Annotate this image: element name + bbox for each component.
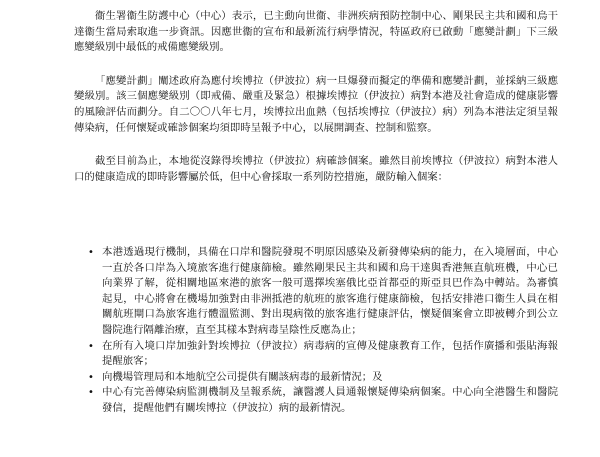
list-item <box>88 245 558 339</box>
list-item-text: 在所有入境口岸加強針對埃博拉（伊波拉）病毒病的宣傳及健康教育工作，包括作廣播和張貼海報提醒旅客； <box>102 339 558 368</box>
bullet-icon: • <box>88 340 94 352</box>
paragraph-1: 衞生署衞生防護中心（中心）表示，已主動向世衞、非洲疾病預防控制中心、剛果民主共和國和烏干達衞生當局索取進一步資訊。因應世衞的宣布和最新流行病學情況，特區政府已啟動「應變計劃」下三級應變級別中最低的戒備應變級別。 <box>74 10 558 54</box>
paragraph-3: 截至目前為止，本地從沒錄得埃博拉（伊波拉）病確診個案。雖然目前埃博拉（伊波拉）病對本港人口的健康造成的即時影響屬於低，但中心會採取一系列防控措施，嚴防輸入個案： <box>74 155 558 183</box>
bullet-icon: • <box>88 371 94 383</box>
list-item-text: 向機場管理局和本地航空公司提供有關該病毒的最新情況；及 <box>102 370 383 383</box>
bullet-icon: • <box>88 387 94 399</box>
measures-list <box>88 245 558 417</box>
document-body <box>74 9 558 203</box>
list-item-text: 本港透過現行機制，具備在口岸和醫院發現不明原因感染及新發傳染病的能力，在入境層面，中心一直於各口岸為入境旅客進行健康篩檢。雖然剛果民主共和國和烏干達與香港無直航班機，中心已向業界了解，從相關地區來港的旅客一般可選擇埃塞俄比亞首都亞的斯亞貝巴作為中轉站。為審慎起見，中心將會在機場加強對由非洲抵港的航班的旅客進行健康篩檢，包括安排港口衞生人員在相關航班閘口為旅客進行體溫監測、對出現病徵的旅客進行健康評估，懷疑個案會立即被轉介到公立醫院進行隔離治療，直至其樣本對病毒呈陰性反應為止； <box>102 246 558 336</box>
list-item <box>88 339 558 370</box>
list-item <box>88 385 558 416</box>
paragraph-2: 「應變計劃」闡述政府為應付埃博拉（伊波拉）病一旦爆發而擬定的準備和應變計劃，並採納三級應變級別。該三個應變級別（即戒備、嚴重及緊急）根據埃博拉（伊波拉）病對本港及社會造成的健康影響的風險評估而劃分。自二〇〇八年七月，埃博拉出血熱（包括埃博拉（伊波拉）病）列為本港法定須呈報傳染病，任何懷疑或確診個案均須即時呈報予中心，以展開調查、控制和監察。 <box>74 74 558 134</box>
bullet-icon: • <box>88 247 94 258</box>
list-item-text: 中心有完善傳染病監測機制及呈報系統，讓醫護人員通報懷疑傳染病個案。中心向全港醫生和醫院發信，提醒他們有關埃博拉（伊波拉）病的最新情況。 <box>102 386 558 414</box>
list-item <box>88 370 558 386</box>
